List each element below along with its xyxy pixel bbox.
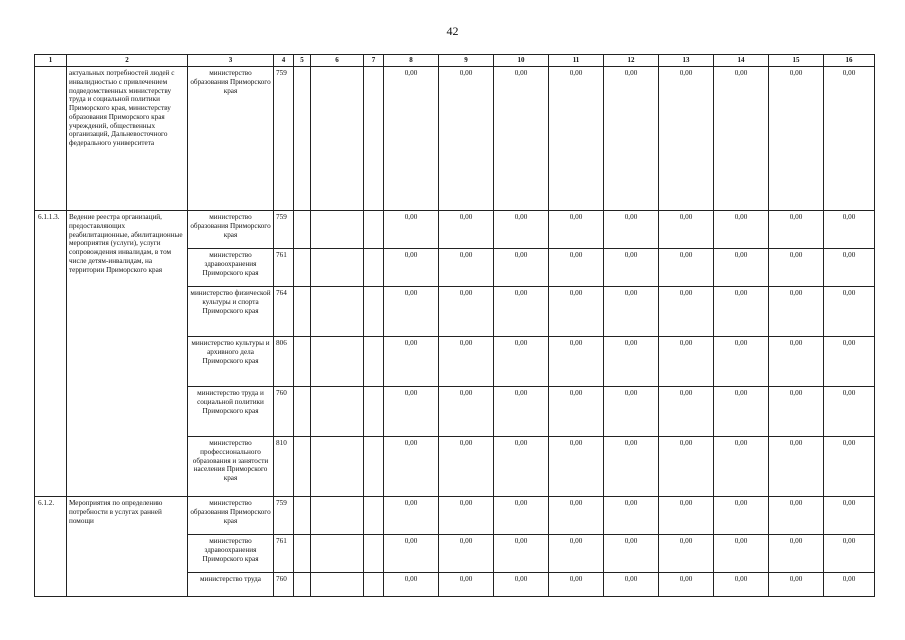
amount-cell: 0,00 (604, 573, 659, 597)
amount-cell: 0,00 (824, 211, 875, 249)
amount-cell: 0,00 (439, 387, 494, 437)
amount-cell: 0,00 (549, 437, 604, 497)
amount-cell: 0,00 (659, 497, 714, 535)
amount-cell: 0,00 (494, 67, 549, 211)
column-header: 2 (67, 55, 188, 67)
empty-cell (294, 387, 311, 437)
table-row (35, 497, 875, 535)
empty-cell (364, 437, 384, 497)
empty-cell (311, 337, 364, 387)
amount-cell: 0,00 (824, 249, 875, 287)
amount-cell: 0,00 (439, 497, 494, 535)
amount-cell: 0,00 (384, 67, 439, 211)
amount-cell: 0,00 (549, 249, 604, 287)
amount-cell: 0,00 (604, 211, 659, 249)
empty-cell (294, 535, 311, 573)
ministry-code: 764 (274, 287, 294, 337)
amount-cell: 0,00 (824, 387, 875, 437)
empty-cell (294, 337, 311, 387)
amount-cell: 0,00 (384, 337, 439, 387)
amount-cell: 0,00 (494, 249, 549, 287)
measure-text: актуальных потребностей людей с инвалидностью с привлечением подведомственных министерству труда и социальной политики Приморского края, министерству образования Приморского края учреждений, общественных организаций, Дальневосточного федерального университета (67, 67, 188, 211)
measure-text: Мероприятия по определению потребности в услугах ранней помощи (67, 497, 188, 597)
amount-cell: 0,00 (384, 497, 439, 535)
amount-cell: 0,00 (714, 249, 769, 287)
ministry-name: министерство образования Приморского края (188, 211, 274, 249)
amount-cell: 0,00 (659, 535, 714, 573)
ministry-name: министерство труда (188, 573, 274, 597)
page-number: 42 (446, 24, 459, 38)
ministry-code: 761 (274, 535, 294, 573)
column-header: 16 (824, 55, 875, 67)
amount-cell: 0,00 (769, 573, 824, 597)
amount-cell: 0,00 (604, 287, 659, 337)
amount-cell: 0,00 (494, 535, 549, 573)
empty-cell (364, 67, 384, 211)
amount-cell: 0,00 (549, 387, 604, 437)
amount-cell: 0,00 (439, 67, 494, 211)
amount-cell: 0,00 (439, 535, 494, 573)
amount-cell: 0,00 (384, 387, 439, 437)
amount-cell: 0,00 (714, 211, 769, 249)
amount-cell: 0,00 (494, 337, 549, 387)
amount-cell: 0,00 (769, 67, 824, 211)
amount-cell: 0,00 (714, 67, 769, 211)
amount-cell: 0,00 (714, 573, 769, 597)
empty-cell (364, 287, 384, 337)
amount-cell: 0,00 (769, 211, 824, 249)
empty-cell (294, 211, 311, 249)
amount-cell: 0,00 (604, 249, 659, 287)
amount-cell: 0,00 (439, 337, 494, 387)
empty-cell (311, 387, 364, 437)
measure-text: Ведение реестра организаций, предоставляющих реабилитационные, абилитационные мероприятия (услуги), услуги сопровождения инвалидам, в том числе детям-инвалидам, на территории Приморского края (67, 211, 188, 497)
amount-cell: 0,00 (439, 437, 494, 497)
amount-cell: 0,00 (384, 287, 439, 337)
amount-cell: 0,00 (494, 497, 549, 535)
empty-cell (364, 249, 384, 287)
empty-cell (364, 387, 384, 437)
amount-cell: 0,00 (604, 535, 659, 573)
amount-cell: 0,00 (769, 287, 824, 337)
amount-cell: 0,00 (549, 535, 604, 573)
amount-cell: 0,00 (604, 497, 659, 535)
amount-cell: 0,00 (549, 211, 604, 249)
ministry-code: 759 (274, 67, 294, 211)
column-header: 7 (364, 55, 384, 67)
amount-cell: 0,00 (659, 387, 714, 437)
empty-cell (311, 535, 364, 573)
amount-cell: 0,00 (604, 337, 659, 387)
amount-cell: 0,00 (549, 287, 604, 337)
measure-number: 6.1.2. (35, 497, 67, 597)
ministry-code: 760 (274, 573, 294, 597)
amount-cell: 0,00 (714, 337, 769, 387)
amount-cell: 0,00 (824, 497, 875, 535)
amount-cell: 0,00 (384, 535, 439, 573)
empty-cell (311, 287, 364, 337)
ministry-name: министерство труда и социальной политики Приморского края (188, 387, 274, 437)
empty-cell (294, 67, 311, 211)
ministry-name: министерство образования Приморского края (188, 497, 274, 535)
amount-cell: 0,00 (494, 437, 549, 497)
ministry-code: 761 (274, 249, 294, 287)
column-header: 15 (769, 55, 824, 67)
ministry-code: 759 (274, 497, 294, 535)
column-header: 8 (384, 55, 439, 67)
amount-cell: 0,00 (659, 211, 714, 249)
amount-cell: 0,00 (714, 535, 769, 573)
amount-cell: 0,00 (439, 211, 494, 249)
empty-cell (311, 497, 364, 535)
header-row (35, 55, 875, 67)
amount-cell: 0,00 (714, 437, 769, 497)
amount-cell: 0,00 (824, 287, 875, 337)
amount-cell: 0,00 (384, 437, 439, 497)
amount-cell: 0,00 (494, 387, 549, 437)
amount-cell: 0,00 (659, 573, 714, 597)
amount-cell: 0,00 (384, 249, 439, 287)
ministry-name: министерство здравоохранения Приморского края (188, 249, 274, 287)
amount-cell: 0,00 (714, 287, 769, 337)
amount-cell: 0,00 (659, 249, 714, 287)
empty-cell (294, 437, 311, 497)
amount-cell: 0,00 (714, 387, 769, 437)
column-header: 9 (439, 55, 494, 67)
empty-cell (311, 67, 364, 211)
column-header: 12 (604, 55, 659, 67)
empty-cell (364, 535, 384, 573)
amount-cell: 0,00 (439, 573, 494, 597)
table-row (35, 67, 875, 211)
amount-cell: 0,00 (769, 437, 824, 497)
amount-cell: 0,00 (549, 497, 604, 535)
empty-cell (311, 211, 364, 249)
amount-cell: 0,00 (494, 211, 549, 249)
empty-cell (364, 497, 384, 535)
budget-table (34, 54, 875, 597)
ministry-name: министерство здравоохранения Приморского края (188, 535, 274, 573)
amount-cell: 0,00 (384, 573, 439, 597)
empty-cell (311, 437, 364, 497)
amount-cell: 0,00 (824, 437, 875, 497)
amount-cell: 0,00 (604, 437, 659, 497)
ministry-name: министерство образования Приморского края (188, 67, 274, 211)
column-header: 10 (494, 55, 549, 67)
ministry-code: 806 (274, 337, 294, 387)
column-header: 6 (311, 55, 364, 67)
ministry-code: 760 (274, 387, 294, 437)
amount-cell: 0,00 (384, 211, 439, 249)
amount-cell: 0,00 (439, 249, 494, 287)
amount-cell: 0,00 (604, 387, 659, 437)
amount-cell: 0,00 (659, 287, 714, 337)
amount-cell: 0,00 (824, 337, 875, 387)
amount-cell: 0,00 (769, 387, 824, 437)
empty-cell (311, 573, 364, 597)
amount-cell: 0,00 (659, 337, 714, 387)
ministry-name: министерство физической культуры и спорта Приморского края (188, 287, 274, 337)
column-header: 11 (549, 55, 604, 67)
amount-cell: 0,00 (604, 67, 659, 211)
ministry-name: министерство профессионального образования и занятости населения Приморского края (188, 437, 274, 497)
amount-cell: 0,00 (769, 249, 824, 287)
ministry-code: 759 (274, 211, 294, 249)
column-header: 3 (188, 55, 274, 67)
table-row (35, 211, 875, 249)
empty-cell (364, 337, 384, 387)
amount-cell: 0,00 (769, 535, 824, 573)
ministry-code: 810 (274, 437, 294, 497)
amount-cell: 0,00 (549, 573, 604, 597)
column-header: 14 (714, 55, 769, 67)
ministry-name: министерство культуры и архивного дела Приморского края (188, 337, 274, 387)
amount-cell: 0,00 (824, 573, 875, 597)
column-header: 1 (35, 55, 67, 67)
empty-cell (294, 573, 311, 597)
measure-number: 6.1.1.3. (35, 211, 67, 497)
column-header: 4 (274, 55, 294, 67)
measure-number (35, 67, 67, 211)
amount-cell: 0,00 (439, 287, 494, 337)
amount-cell: 0,00 (549, 67, 604, 211)
column-header: 13 (659, 55, 714, 67)
amount-cell: 0,00 (824, 535, 875, 573)
amount-cell: 0,00 (494, 573, 549, 597)
amount-cell: 0,00 (549, 337, 604, 387)
amount-cell: 0,00 (494, 287, 549, 337)
amount-cell: 0,00 (769, 337, 824, 387)
empty-cell (311, 249, 364, 287)
empty-cell (364, 573, 384, 597)
column-header: 5 (294, 55, 311, 67)
empty-cell (364, 211, 384, 249)
amount-cell: 0,00 (659, 67, 714, 211)
amount-cell: 0,00 (659, 437, 714, 497)
empty-cell (294, 249, 311, 287)
empty-cell (294, 287, 311, 337)
amount-cell: 0,00 (769, 497, 824, 535)
amount-cell: 0,00 (714, 497, 769, 535)
empty-cell (294, 497, 311, 535)
amount-cell: 0,00 (824, 67, 875, 211)
